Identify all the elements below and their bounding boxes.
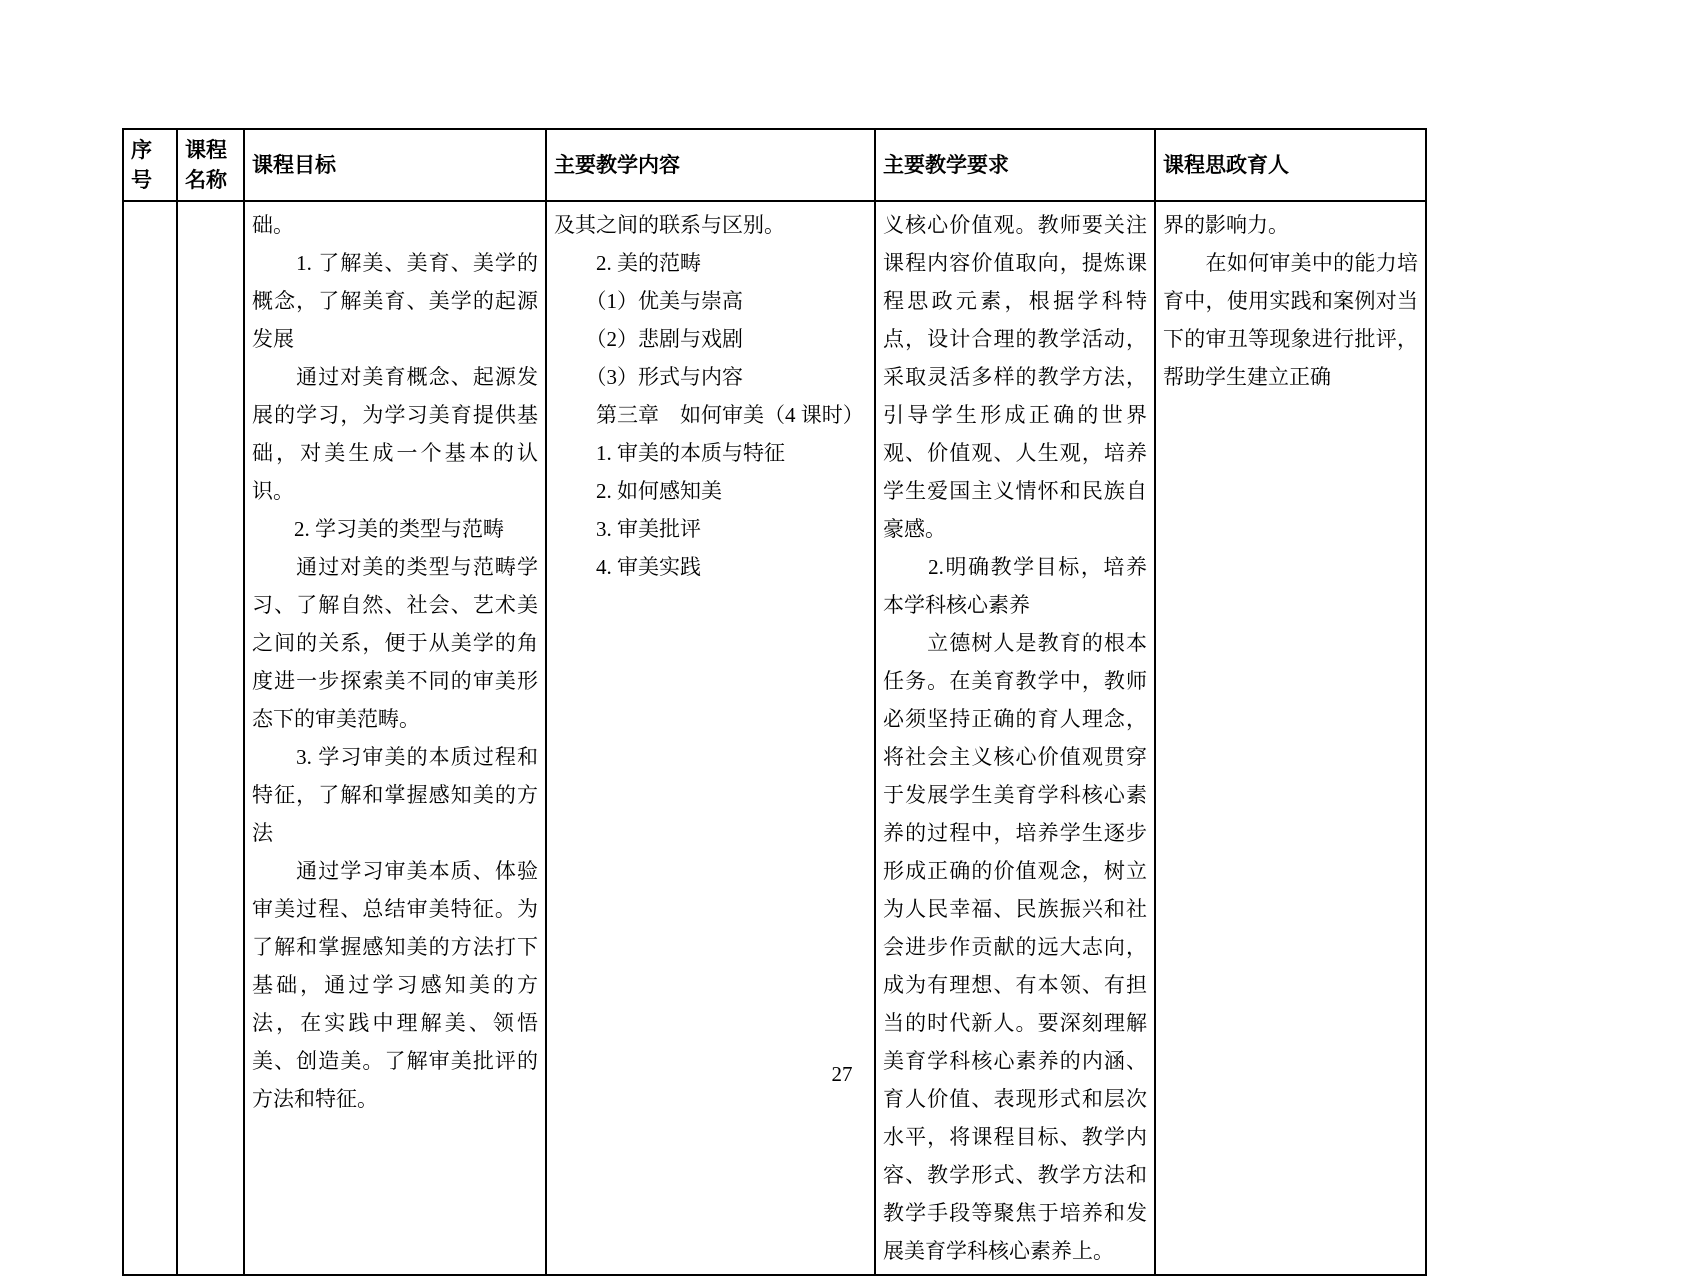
cell-serial-number bbox=[123, 201, 177, 1275]
col-header-course-name: 课程名称 bbox=[177, 129, 244, 201]
paragraph: 立德树人是教育的根本任务。在美育教学中，教师必须坚持正确的育人理念，将社会主义核心价值观贯穿于发展学生美育学科核心素养的过程中，培养学生逐步形成正确的价值观念，树立为人民幸福、民族振兴和社会进步作贡献的远大志向，成为有理想、有本领、有担当的时代新人。要深刻理解美育学科核心素养的内涵、育人价值、表现形式和层次水平，将课程目标、教学内容、教学形式、教学方法和教学手段等聚焦于培养和发展美育学科核心素养上。 bbox=[883, 631, 1147, 1263]
cell-ideological-education bbox=[1155, 201, 1426, 1275]
col-header-ideological-education: 课程思政育人 bbox=[1155, 129, 1426, 201]
cell-teaching-content bbox=[546, 201, 875, 1275]
paragraph: 界的影响力。 bbox=[1163, 213, 1289, 237]
paragraph: 2.明确教学目标，培养本学科核心素养 bbox=[883, 555, 1147, 617]
paragraph: （3）形式与内容 bbox=[554, 365, 743, 389]
paragraph: 及其之间的联系与区别。 bbox=[554, 213, 785, 237]
paragraph: 础。 bbox=[252, 213, 294, 237]
paragraph: 在如何审美中的能力培育中，使用实践和案例对当下的审丑等现象进行批评，帮助学生建立正确 bbox=[1163, 251, 1418, 389]
paragraph: 通过对美育概念、起源发展的学习，为学习美育提供基础，对美生成一个基本的认识。 bbox=[252, 365, 538, 503]
col-header-serial-number: 序号 bbox=[123, 129, 177, 201]
cell-course-name bbox=[177, 201, 244, 1275]
paragraph: 3. 学习审美的本质过程和特征，了解和掌握感知美的方法 bbox=[252, 745, 538, 845]
table-header-row bbox=[123, 129, 1426, 201]
paragraph: 3. 审美批评 bbox=[554, 517, 701, 541]
paragraph: （2）悲剧与戏剧 bbox=[554, 327, 743, 351]
page-number: 27 bbox=[831, 1062, 853, 1086]
curriculum-table bbox=[122, 128, 1427, 1276]
paragraph: （1）优美与崇高 bbox=[554, 289, 743, 313]
paragraph: 4. 审美实践 bbox=[554, 555, 701, 579]
paragraph: 通过学习审美本质、体验审美过程、总结审美特征。为了解和掌握感知美的方法打下基础，通过学习感知美的方法，在实践中理解美、领悟美、创造美。了解审美批评的方法和特征。 bbox=[252, 859, 538, 1111]
cell-course-objectives bbox=[244, 201, 546, 1275]
cell-teaching-requirements bbox=[875, 201, 1155, 1275]
col-header-teaching-requirements: 主要教学要求 bbox=[875, 129, 1155, 201]
paragraph: 通过对美的类型与范畴学习、了解自然、社会、艺术美之间的关系，便于从美学的角度进一步探索美不同的审美形态下的审美范畴。 bbox=[252, 555, 538, 731]
paragraph: 2. 美的范畴 bbox=[554, 251, 701, 275]
paragraph: 2. 如何感知美 bbox=[554, 479, 722, 503]
col-header-teaching-content: 主要教学内容 bbox=[546, 129, 875, 201]
paragraph: 第三章 如何审美（4 课时） bbox=[554, 403, 864, 427]
paragraph: 1. 审美的本质与特征 bbox=[554, 441, 785, 465]
paragraph: 1. 了解美、美育、美学的概念，了解美育、美学的起源发展 bbox=[252, 251, 538, 351]
col-header-course-objectives: 课程目标 bbox=[244, 129, 546, 201]
table-row bbox=[123, 201, 1426, 1275]
paragraph: 2. 学习美的类型与范畴 bbox=[252, 517, 504, 541]
paragraph: 义核心价值观。教师要关注课程内容价值取向，提炼课程思政元素，根据学科特点，设计合理的教学活动，采取灵活多样的教学方法，引导学生形成正确的世界观、价值观、人生观，培养学生爱国主义情怀和民族自豪感。 bbox=[883, 213, 1147, 541]
